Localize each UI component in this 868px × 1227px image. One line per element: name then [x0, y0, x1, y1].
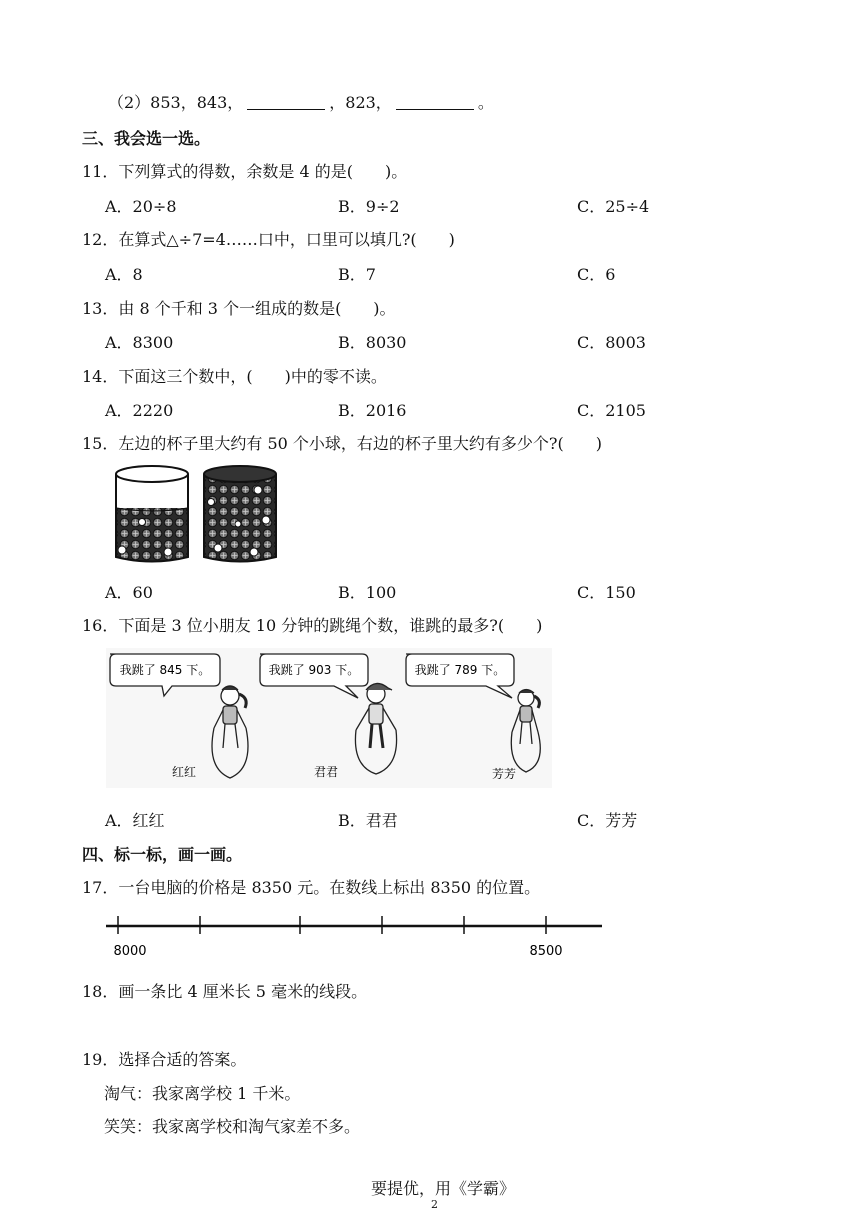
q19-line-taoqi: 淘气：我家离学校 1 千米。: [104, 1084, 301, 1103]
footer-slogan: 要提优，用《学霸》: [371, 1179, 516, 1198]
right-cup: [204, 466, 276, 562]
q11-text: 11．下列算式的得数，余数是 4 的是( )。: [82, 162, 408, 181]
q15-option-b[interactable]: B．100: [338, 583, 397, 602]
q18-text: 18．画一条比 4 厘米长 5 毫米的线段。: [82, 982, 368, 1001]
q11-option-a[interactable]: A．20÷8: [105, 197, 177, 216]
q10-2-prefix: （2）853，843，: [108, 93, 244, 112]
number-line[interactable]: [106, 912, 602, 962]
q15-option-a[interactable]: A．60: [105, 583, 153, 602]
q14-text: 14．下面这三个数中，( )中的零不读。: [82, 367, 387, 386]
answer-blank-2[interactable]: [396, 108, 474, 110]
q16-option-a[interactable]: A．红红: [105, 811, 165, 830]
q15-text: 15．左边的杯子里大约有 50 个小球，右边的杯子里大约有多少个?( ): [82, 434, 602, 453]
q14-option-b[interactable]: B．2016: [338, 401, 407, 420]
kid-name-3: 芳芳: [491, 767, 517, 781]
left-cup: [116, 466, 188, 562]
q10-2-end: 。: [477, 93, 494, 112]
section-3-title: 三、我会选一选。: [82, 129, 211, 148]
q11-option-b[interactable]: B．9÷2: [338, 197, 400, 216]
bubble-1-text: 我跳了 845 下。: [119, 663, 211, 677]
q19-text: 19．选择合适的答案。: [82, 1050, 247, 1069]
q12-option-a[interactable]: A．8: [105, 265, 143, 284]
q12-option-b[interactable]: B．7: [338, 265, 376, 284]
q19-line-xiaoxiao: 笑笑：我家离学校和淘气家差不多。: [104, 1117, 361, 1136]
section-4-title: 四、标一标，画一画。: [82, 845, 243, 864]
q17-text: 17．一台电脑的价格是 8350 元。在数线上标出 8350 的位置。: [82, 878, 541, 897]
q12-text: 12．在算式△÷7=4……口中，口里可以填几?( ): [82, 230, 455, 249]
q13-option-b[interactable]: B．8030: [338, 333, 407, 352]
cups-with-balls-image: [108, 462, 284, 570]
q11-option-c[interactable]: C．25÷4: [577, 197, 650, 216]
bubble-2-text: 我跳了 903 下。: [268, 663, 360, 677]
q16-text: 16．下面是 3 位小朋友 10 分钟的跳绳个数，谁跳的最多?( ): [82, 616, 543, 635]
q13-option-a[interactable]: A．8300: [105, 333, 174, 352]
page-number: 2: [431, 1198, 438, 1211]
q10-2-line: [108, 90, 494, 113]
q16-option-b[interactable]: B．君君: [338, 811, 398, 830]
q16-option-c[interactable]: C．芳芳: [577, 811, 638, 830]
q13-text: 13．由 8 个千和 3 个一组成的数是( )。: [82, 299, 396, 318]
bubble-3-text: 我跳了 789 下。: [414, 663, 506, 677]
q12-option-c[interactable]: C．6: [577, 265, 616, 284]
jump-rope-kids-image: [106, 648, 552, 788]
q10-2-mid: ，823，: [329, 93, 392, 112]
kid-name-1: 红红: [171, 765, 197, 779]
q14-option-a[interactable]: A．2220: [105, 401, 174, 420]
q15-option-c[interactable]: C．150: [577, 583, 636, 602]
kid-name-2: 君君: [313, 765, 339, 779]
q14-option-c[interactable]: C．2105: [577, 401, 646, 420]
number-line-end-label: 8500: [529, 944, 563, 959]
answer-blank-1[interactable]: [247, 108, 325, 110]
q13-option-c[interactable]: C．8003: [577, 333, 646, 352]
number-line-start-label: 8000: [113, 944, 147, 959]
